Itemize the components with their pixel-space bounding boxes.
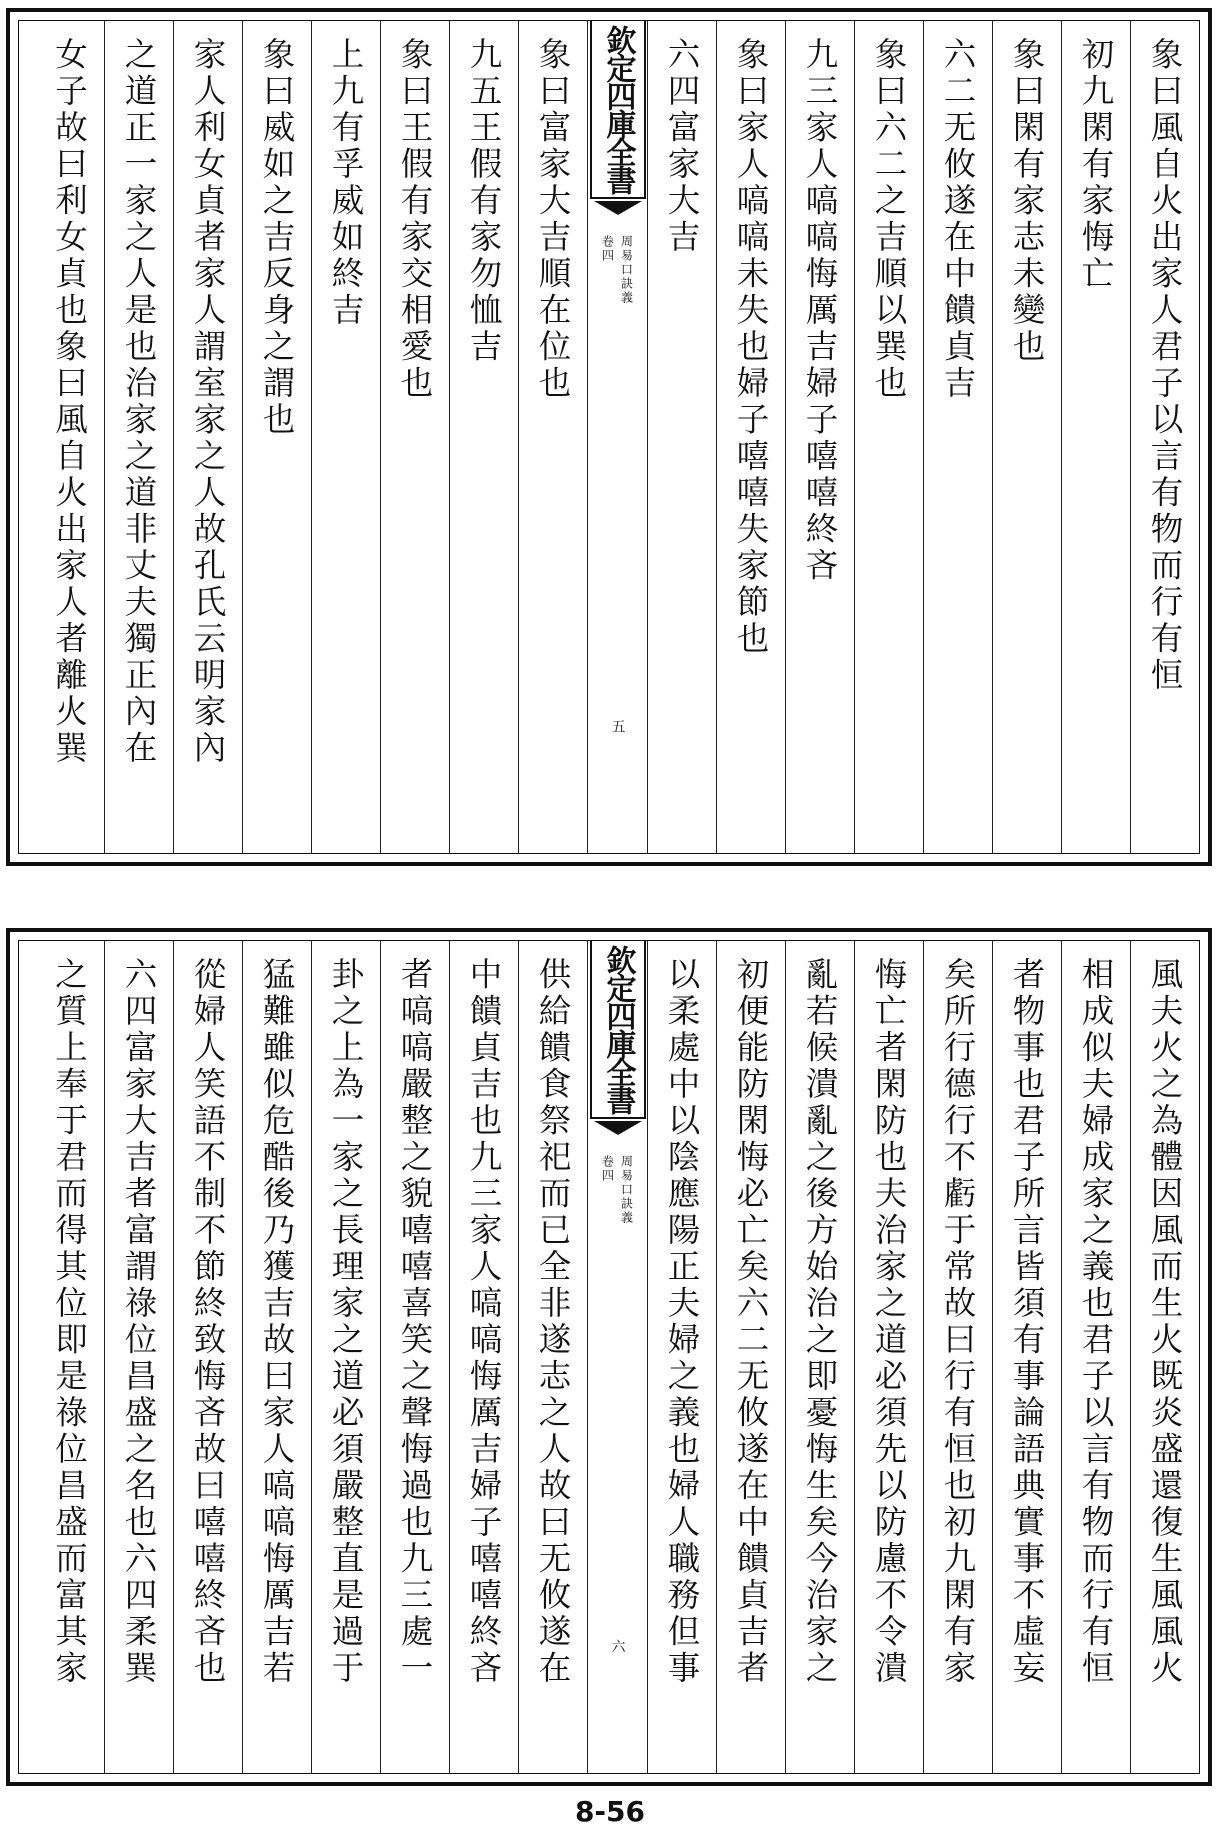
work-title: 周易口訣義 (619, 1155, 634, 1225)
fishtail-mark-icon (594, 201, 642, 215)
column-text: 九三家人嗃嗃悔厲吉婦子嘻嘻終吝 (801, 37, 839, 585)
column-text: 卦之上為一家之長理家之道必須嚴整直是過于 (327, 957, 365, 1687)
text-column (854, 941, 923, 1773)
column-text: 九五王假有家勿恤吉 (465, 37, 503, 366)
text-column (104, 941, 173, 1773)
text-column (173, 21, 242, 853)
page-number: 8-56 (574, 1795, 646, 1828)
column-text: 六二无攸遂在中饋貞吉 (939, 37, 977, 402)
column-text: 初便能防閑悔必亡矣六二无攸遂在中饋貞吉者 (732, 957, 770, 1687)
fishtail-mark-icon (594, 1121, 642, 1135)
page-bottom (6, 928, 1212, 1786)
column-text: 猛難雖似危酷後乃獲吉故曰家人嗃嗃悔厲吉若 (258, 957, 296, 1687)
text-column (518, 941, 587, 1773)
column-text: 象曰王假有家交相愛也 (396, 37, 434, 402)
column-text: 亂若候潰亂之後方始治之即憂悔生矣今治家之 (801, 957, 839, 1687)
text-column (104, 21, 173, 853)
text-column (1061, 21, 1130, 853)
text-column (380, 941, 449, 1773)
page-bottom-frame (18, 940, 1200, 1774)
text-column (647, 941, 716, 1773)
center-subtitle (600, 1155, 636, 1225)
column-text: 家人利女貞者家人謂室家之人故孔氏云明家內 (189, 37, 227, 767)
column-text: 上九有孚威如終吉 (327, 37, 365, 329)
text-column (716, 941, 785, 1773)
column-text: 中饋貞吉也九三家人嗃嗃悔厲吉婦子嘻嘻終吝 (465, 957, 503, 1687)
column-text: 者嗃嗃嚴整之貌嘻嘻喜笑之聲悔過也九三處一 (396, 957, 434, 1687)
text-column (449, 941, 518, 1773)
text-column (923, 21, 992, 853)
column-text: 六四富家大吉者富謂祿位昌盛之名也六四柔巽 (120, 957, 158, 1687)
column-text: 者物事也君子所言皆須有事論語典實事不虛妄 (1008, 957, 1046, 1687)
column-text: 供給饋食祭祀而已全非遂志之人故曰无攸遂在 (534, 957, 572, 1687)
column-text: 六四富家大吉 (663, 37, 701, 256)
folio-number: 六 (609, 1639, 626, 1653)
text-column (311, 21, 380, 853)
book-title: 欽定四庫全書 (590, 21, 646, 199)
column-text: 象曰風自火出家人君子以言有物而行有恒 (1146, 37, 1184, 694)
page-top (6, 8, 1212, 866)
text-column (785, 21, 854, 853)
column-text: 從婦人笑語不制不節終致悔吝故曰嘻嘻終吝也 (189, 957, 227, 1687)
text-column (173, 941, 242, 1773)
text-column (854, 21, 923, 853)
text-column (992, 21, 1061, 853)
text-column (35, 941, 104, 1773)
text-column (449, 21, 518, 853)
text-column (716, 21, 785, 853)
text-column (1061, 941, 1130, 1773)
text-column (242, 21, 311, 853)
text-column (35, 21, 104, 853)
folio-number: 五 (609, 719, 626, 733)
text-column (923, 941, 992, 1773)
column-text: 以柔處中以陰應陽正夫婦之義也婦人職務但事 (663, 957, 701, 1687)
column-text: 象曰閑有家志未變也 (1008, 37, 1046, 366)
column-text: 象曰家人嗃嗃未失也婦子嘻嘻失家節也 (732, 37, 770, 658)
column-text: 象曰威如之吉反身之謂也 (258, 37, 296, 439)
text-column (785, 941, 854, 1773)
column-text: 矣所行德行不虧于常故曰行有恒也初九閑有家 (939, 957, 977, 1687)
volume-label: 卷四 (600, 235, 615, 263)
work-title: 周易口訣義 (619, 235, 634, 305)
center-subtitle (600, 235, 636, 305)
column-text: 風夫火之為體因風而生火既炎盛還復生風風火 (1146, 957, 1184, 1687)
column-text: 象曰富家大吉順在位也 (534, 37, 572, 402)
text-column (647, 21, 716, 853)
text-column (992, 941, 1061, 1773)
page-top-frame (18, 20, 1200, 854)
column-text: 相成似夫婦成家之義也君子以言有物而行有恒 (1077, 957, 1115, 1687)
volume-label: 卷四 (600, 1155, 615, 1183)
center-fold-column (587, 21, 647, 853)
column-text: 女子故曰利女貞也象曰風自火出家人者離火巽 (50, 37, 89, 767)
column-text: 初九閑有家悔亡 (1077, 37, 1115, 293)
text-column (380, 21, 449, 853)
text-column (1130, 21, 1199, 853)
column-text: 之道正一家之人是也治家之道非丈夫獨正內在 (120, 37, 158, 767)
column-text: 象曰六二之吉順以巽也 (870, 37, 908, 402)
text-column (242, 941, 311, 1773)
book-title: 欽定四庫全書 (590, 941, 646, 1119)
column-text: 悔亡者閑防也夫治家之道必須先以防慮不令潰 (870, 957, 908, 1687)
column-text: 之質上奉于君而得其位即是祿位昌盛而富其家 (50, 957, 89, 1687)
text-column (1130, 941, 1199, 1773)
text-column (311, 941, 380, 1773)
center-fold-column (587, 941, 647, 1773)
text-column (518, 21, 587, 853)
